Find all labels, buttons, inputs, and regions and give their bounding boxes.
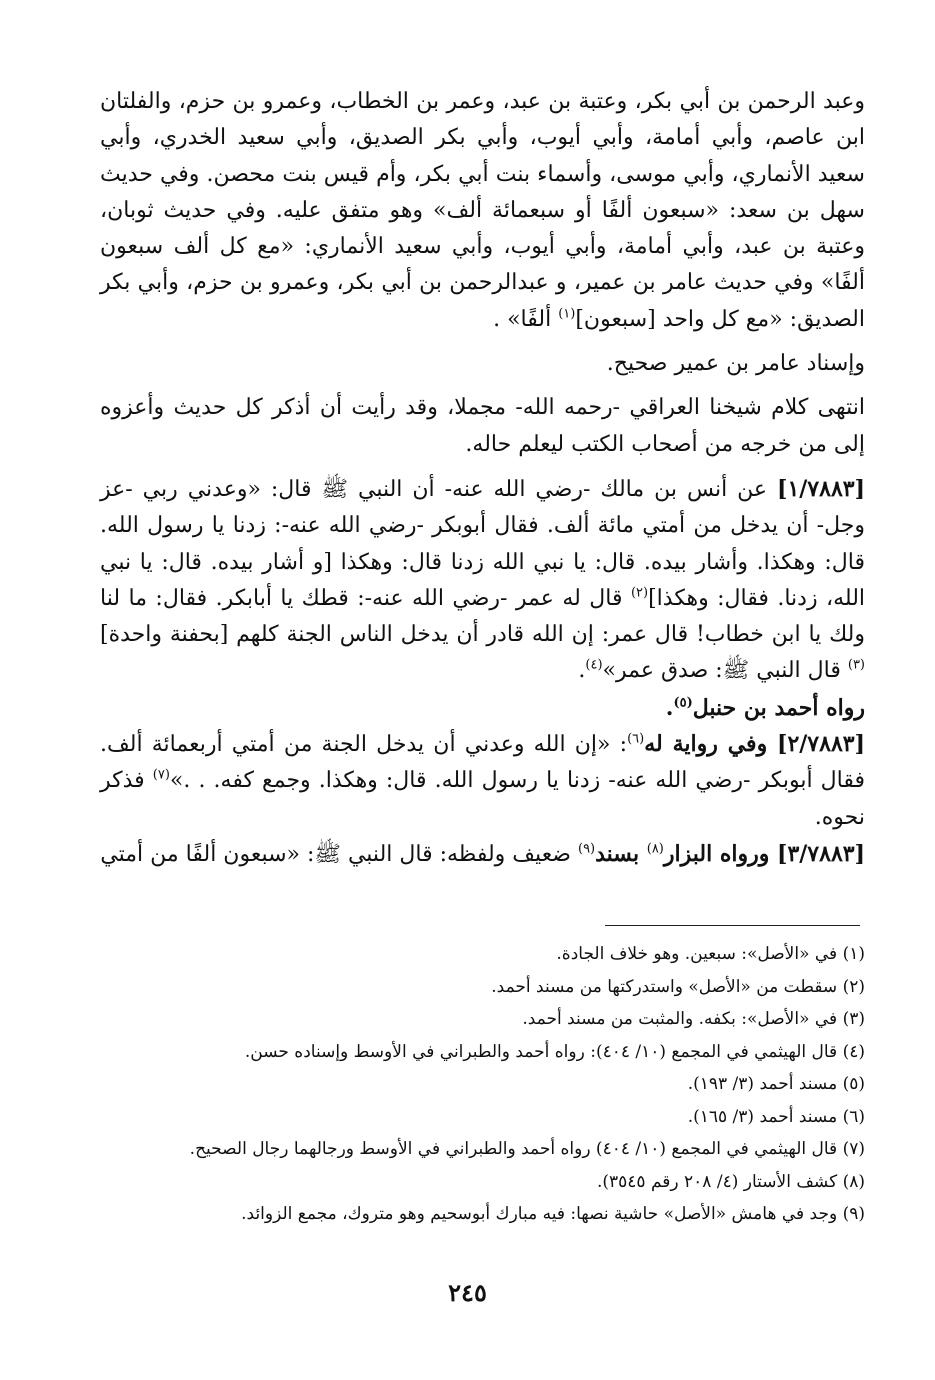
- footnote-ref-1: (١): [558, 306, 576, 322]
- footnote: (٤) قال الهيثمي في المجمع (١٠/ ٤٠٤): رواه أحمد والطبراني في الأوسط وإسناده حسن.: [244, 1041, 865, 1062]
- footnote-ref-5: (٥): [673, 695, 693, 711]
- hadith-2-lead: [٢/٧٨٨٣] وفي رواية له: [644, 731, 865, 758]
- paragraph-3: انتهى كلام شيخنا العراقي -رحمه الله- مجملا، وقد رأيت أن أذكر كل حديث وأعزوه إلى من خرجه من أصحاب الكتب ليعلم حاله.: [100, 395, 865, 457]
- footnote: (٥) مسند أحمد (٣/ ١٩٣).: [687, 1074, 865, 1094]
- footnote-ref-3: (٣): [847, 658, 865, 674]
- footnote-ref-2: (٢): [630, 585, 649, 601]
- hadith-3-text-a: ضعيف ولفظه: قال النبي ﷺ: «سبعون ألفًا من أمتي: [100, 841, 578, 867]
- footnote: (٩) وجد في هامش «الأصل» حاشية نصها: فيه مبارك أبوسحيم وهو متروك، مجمع الزوائد.: [241, 1204, 865, 1224]
- hadith-2: [100, 726, 865, 836]
- footnote-ref-4: (٤): [585, 658, 603, 674]
- footnote: (٦) مسند أحمد (٣/ ١٦٥).: [687, 1106, 865, 1127]
- hadith-1-source-tail: .: [665, 694, 674, 721]
- hadith-1-text-c: قال النبي ﷺ: صدق عمر»: [602, 658, 848, 684]
- page-number: ٢٤٥: [448, 1278, 487, 1307]
- footnote: (٧) قال الهيثمي في المجمع (١٠/ ٤٠٤) رواه أحمد والطبراني في الأوسط ورجالهما رجال الصحيح.: [189, 1139, 865, 1159]
- hadith-1: [100, 471, 865, 690]
- hadith-3: [100, 836, 865, 873]
- hadith-1-text-a: عن أنس بن مالك -رضي الله عنه- أن النبي ﷺ قال: «وعدني ربي -عز وجل- أن يدخل من أمتي مائة ألف. فقال أبوبكر -رضي الله عنه-: زدنا يا رسول الله. قال: وهكذا. وأشار بيده. قال: يا نبي الله زدنا قال: وهكذا [و أشار بيده. قال: يا نبي الله، زدنا. فقال: وهكذا]: [100, 476, 866, 611]
- footnote: (٣) في «الأصل»: بكفه. والمثبت من مسند أحمد.: [522, 1009, 865, 1029]
- footnote: (١) في «الأصل»: سبعين. وهو خلاف الجادة.: [556, 944, 865, 964]
- hadith-1-text-d: .: [578, 658, 586, 684]
- paragraph-1-tail: ألفًا» .: [493, 306, 559, 332]
- hadith-3-lead: [٣/٧٨٨٣] ورواه البزار: [663, 840, 865, 867]
- hadith-2-text-a: : «إن الله وعدني أن يدخل الجنة من أمتي أربعمائة ألف. فقال أبوبكر -رضي الله عنه- زدنا يا رسول الله. قال: وهكذا. وجمع كفه. . .»: [100, 732, 866, 794]
- hadith-3-mid: بسند: [595, 840, 647, 867]
- footnote-ref-6: (٦): [627, 731, 645, 747]
- paragraph-2: وإسناد عامر بن عمير صحيح.: [606, 351, 865, 377]
- footnote-ref-8: (٨): [646, 841, 664, 857]
- hadith-1-source-text: رواه أحمد بن حنبل: [692, 694, 865, 721]
- hadith-2-text-b: فذكر نحوه.: [100, 768, 865, 830]
- paragraph-1-text: وعبد الرحمن بن أبي بكر، وعتبة بن عبد، وعمر بن الخطاب، وعمرو بن حزم، والفلتان ابن عاصم، وأبي أمامة، وأبي أيوب، وأبي بكر الصديق، وأبي سعيد الخدري، وأبي سعيد الأنماري، وأبي موسى، وأسماء بنت أبي بكر، وأم قيس بنت محصن. وفي حديث سهل بن سعد: «سبعون ألفًا أو سبعمائة ألف» وهو متفق عليه. وفي حديث ثوبان، وعتبة بن عبد، وأبي أمامة، وأبي أيوب، وأبي سعيد الأنماري: «مع كل ألف سبعون ألفًا» وفي حديث عامر بن عمير، و عبدالرحمن بن أبي بكر، وعمرو بن حزم، وأبي بكر الصديق: «مع كل واحد [سبعون]: [100, 89, 865, 332]
- footnote: (٢) سقطت من «الأصل» واستدركتها من مسند أحمد.: [491, 976, 865, 997]
- footnotes: [100, 938, 865, 1231]
- footnote-divider: [605, 925, 860, 926]
- hadith-1-text-b: قال له عمر -رضي الله عنه-: قطك يا أبابكر. فقال: ما لنا ولك يا ابن خطاب! قال عمر: إن الله قادر أن يدخل الناس الجنة كلهم [بحفنة واحدة]: [100, 585, 865, 648]
- footnote-ref-7: (٧): [152, 768, 170, 784]
- main-text: [100, 84, 865, 873]
- footnote-ref-9: (٩): [577, 841, 596, 857]
- paragraph-1: [100, 84, 865, 338]
- hadith-1-ref: [١/٧٨٨٣]: [777, 475, 865, 502]
- footnote: (٨) كشف الأستار (٤/ ٢٠٨ رقم ٣٥٤٥).: [596, 1171, 865, 1192]
- hadith-1-source: [100, 690, 865, 726]
